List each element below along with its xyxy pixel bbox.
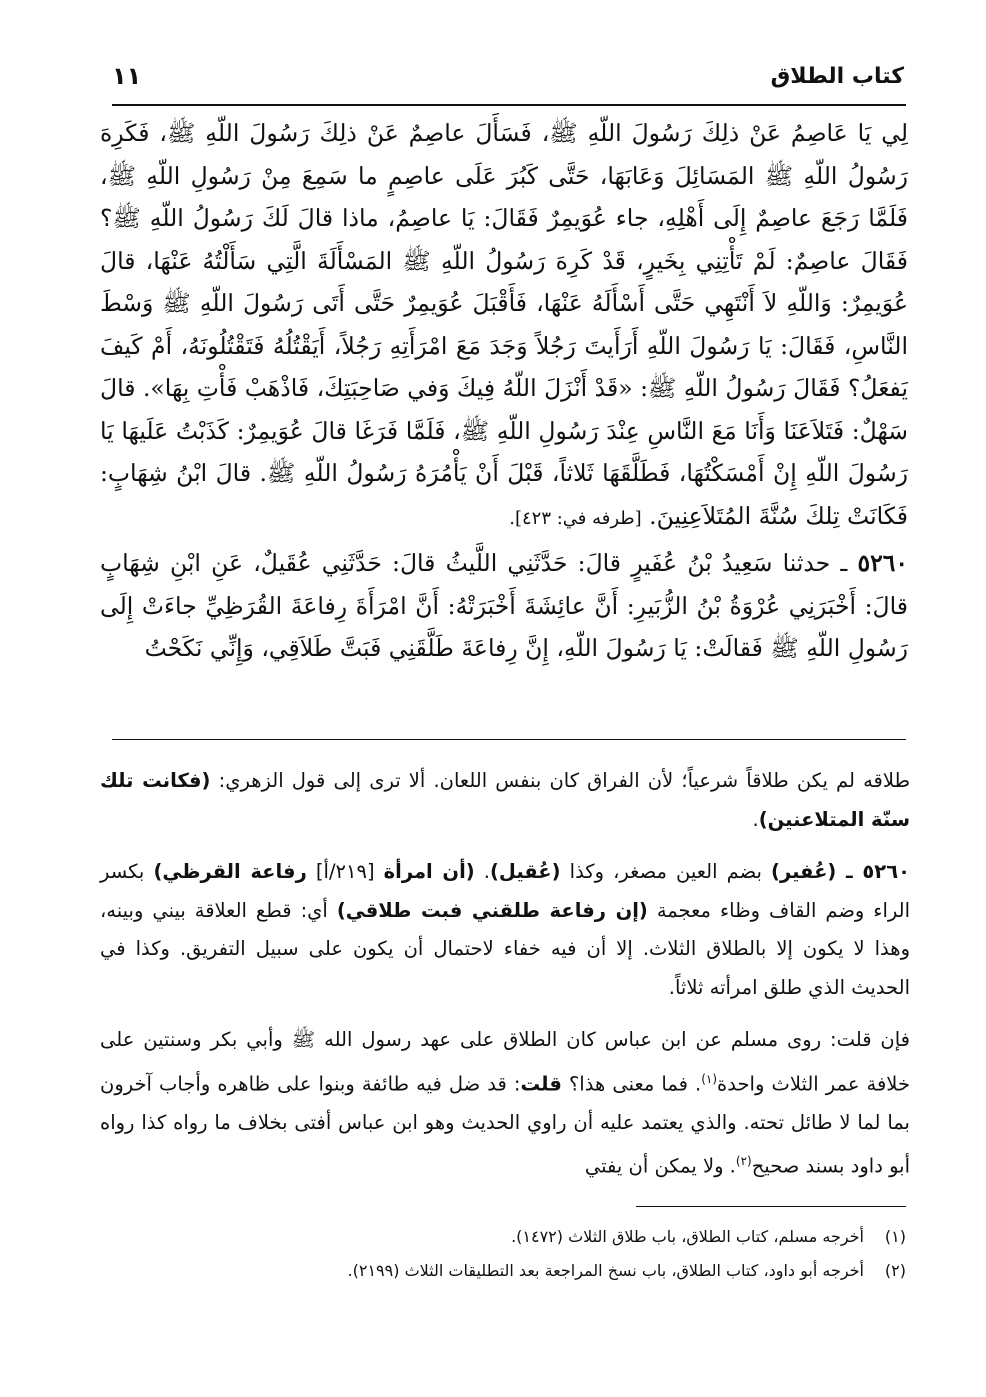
commentary-text: أي: قطع العلاقة بيني وبينه، وهذا لا يكون إلا بالطلاق الثلاث. إلا أن فيه خفاء لاحتمال أن يكون على سبيل التفريق. وكذا في الحديث الذي طلق امرأته ثلاثاً.	[100, 898, 910, 999]
footnotes	[100, 1220, 906, 1288]
commentary-block	[100, 762, 910, 1200]
hadith-paragraph	[100, 112, 908, 540]
commentary-text: بكسر الراء وضم القاف وظاء معجمة	[100, 860, 910, 922]
quoted-phrase: رفاعة القرظي)	[153, 860, 307, 883]
hadith-text-block	[100, 112, 908, 670]
commentary-text: فإن قلت: روى مسلم عن ابن عباس كان الطلاق على عهد رسول الله ﷺ وأبي بكر وسنتين على خلافة عمر الثلاث واحدة	[100, 1028, 911, 1095]
footnote-text: أخرجه مسلم، كتاب الطلاق، باب طلاق الثلاث (١٤٧٢).	[511, 1227, 864, 1246]
commentary-separator	[112, 739, 906, 740]
page-number: ١١	[112, 62, 142, 90]
quoted-phrase: (أن امرأة	[383, 860, 475, 883]
footnote-separator	[636, 1206, 906, 1207]
commentary-text: بضم العين مصغر، وكذا	[560, 860, 772, 883]
hadith-text: لِي يَا عَاصِمُ عَنْ ذلِكَ رَسُولَ اللّهِ ﷺ، فَسَأَلَ عاصِمٌ عَنْ ذلِكَ رَسُولَ اللّهِ ﷺ، فَكَرِهَ رَسُولُ اللّهِ ﷺ المَسَائِلَ وَعَابَهَا، حَتَّى كَبُرَ عَلَى عاصِمٍ ما سَمِعَ مِنْ رَسُولِ اللّهِ ﷺ، فَلَمَّا رَجَعَ عاصِمٌ إِلَى أَهْلِهِ، جاء عُوَيمِرٌ فَقَالَ: يَا عاصِمُ، ماذا قالَ لَكَ رَسُولُ اللّهِ ﷺ؟ فَقَالَ عاصِمٌ: لَمْ تَأْتِنِي بِخَيرٍ، قَدْ كَرِهَ رَسُولُ اللّهِ ﷺ المَسْأَلَةَ الَّتِي سَأَلْتُهُ عَنْهَا، قالَ عُوَيمِرٌ: وَاللّهِ لاَ أَنْتَهِي حَتَّى أَسْأَلَهُ عَنْهَا، فَأَقْبَلَ عُوَيمِرٌ حَتَّى أَتَى رَسُولَ اللّهِ ﷺ وَسْطَ النَّاسِ، فَقَالَ: يَا رَسُولَ اللّهِ أَرَأَيتَ رَجُلاً وَجَدَ مَعَ امْرَأَتِهِ رَجُلاً، أَيَقْتُلُهُ فَتَقْتُلُونَهُ، أَمْ كَيفَ يَفعَلُ؟ فَقَالَ رَسُولُ اللّهِ ﷺ: «قَدْ أَنْزَلَ اللّهُ فِيكَ وَفي صَاحِبَتِكَ، فَاذْهَبْ فَأْتِ بِهَا». قالَ سَهْلٌ: فَتَلاَعَنَا وَأَنَا مَعَ النَّاسِ عِنْدَ رَسُولِ اللّهِ ﷺ، فَلَمَّا فَرَغَا قالَ عُوَيمِرٌ: كَذَبْتُ عَلَيهَا يَا رَسُولَ اللّهِ إِنْ أَمْسَكْتُهَا، فَطَلَّقَهَا ثَلاثاً، قَبْلَ أَنْ يَأْمُرَهُ رَسُولُ اللّهِ ﷺ. قالَ ابْنُ شِهَابٍ: فَكَانَتْ تِلكَ سُنَّةَ المُتَلاَعِنِينَ.	[100, 119, 908, 530]
hadith-number: ٥٢٦٠	[857, 549, 908, 577]
commentary-text: : قد ضل فيه طائفة وبنوا على ظاهره وأجاب آخرون بما لما لا طائل تحته. والذي يعتمد عليه أن راوي الحديث وهو ابن عباس أفتى بخلاف ما رواه كذا رواه أبو داود بسند صحيح	[100, 1072, 910, 1178]
quoted-phrase: (فكانت تلك سنّة المتلاعنين)	[100, 769, 910, 831]
commentary-paragraph	[100, 1021, 910, 1186]
footnote-text: أخرجه أبو داود، كتاب الطلاق، باب نسخ المراجعة بعد التطليقات الثلاث (٢١٩٩).	[347, 1261, 864, 1280]
commentary-text: . فما معنى هذا؟	[561, 1072, 702, 1095]
commentary-text: طلاقه لم يكن طلاقاً شرعياً؛ لأن الفراق كان بنفس اللعان. ألا ترى إلى قول الزهري:	[210, 769, 910, 792]
footnote-number: (٢)	[884, 1261, 906, 1280]
hadith-text: حدثنا سَعِيدُ بْنُ عُفَيرٍ قالَ: حَدَّثَنِي اللَّيثُ قالَ: حَدَّثَنِي عُقَيلٌ، عَنِ ابْنِ شِهَابٍ قالَ: أَخْبَرَنِي عُرْوَةُ بْنُ الزُّبَيرِ: أَنَّ عائِشَةَ أَخْبَرَتْهُ: أَنَّ امْرَأَةَ رِفاعَةَ القُرَظِيِّ جاءَتْ إِلَى رَسُولِ اللّهِ ﷺ فَقالَتْ: يَا رَسُولَ اللّهِ، إِنَّ رِفاعَةَ طَلَّقَنِي فَبَتَّ طَلاَقِي، وَإِنِّي نَكَحْتُ	[100, 549, 908, 662]
header-rule	[112, 104, 906, 106]
footnote	[100, 1254, 906, 1288]
manuscript-ref: [٢١٩/أ]	[306, 860, 384, 883]
chapter-title: كتاب الطلاق	[770, 64, 904, 89]
cross-reference: [طرفه في: ٤٢٣].	[509, 507, 642, 529]
hadith-paragraph: ٥٢٦٠ ـ حدثنا سَعِيدُ بْنُ عُفَيرٍ قالَ: حَدَّثَنِي اللَّيثُ قالَ: حَدَّثَنِي عُقَيلٌ، عَنِ ابْنِ شِهَابٍ قالَ: أَخْبَرَنِي عُرْوَةُ بْنُ الزُّبَيرِ: أَنَّ عائِشَةَ أَخْبَرَتْهُ: أَنَّ امْرَأَةَ رِفاعَةَ القُرَظِيِّ جاءَتْ إِلَى رَسُولِ اللّهِ ﷺ فَقالَتْ: يَا رَسُولَ اللّهِ، إِنَّ رِفاعَةَ طَلَّقَنِي فَبَتَّ طَلاَقِي، وَإِنِّي نَكَحْتُ	[100, 549, 908, 662]
commentary-text: .	[474, 860, 490, 883]
commentary-text: . ولا يمكن أن يفتي	[584, 1154, 736, 1178]
footnote-number: (١)	[884, 1227, 906, 1246]
footnote	[100, 1220, 906, 1254]
commentary-paragraph	[100, 853, 910, 1007]
quoted-phrase: (عُفير)	[771, 860, 837, 883]
quoted-phrase: (إن رفاعة طلقني فبت طلاقي)	[336, 898, 648, 922]
quoted-phrase: (عُقيل)	[490, 860, 561, 883]
hadith-number: ٥٢٦٠ ـ	[836, 860, 910, 883]
footnote-marker[interactable]: (١)	[701, 1071, 718, 1086]
page-header	[112, 60, 904, 100]
commentary-text: .	[752, 807, 759, 831]
footnote-marker[interactable]: (٢)	[735, 1154, 752, 1168]
commentary-paragraph	[100, 762, 910, 839]
quoted-phrase: قلت	[520, 1072, 562, 1095]
